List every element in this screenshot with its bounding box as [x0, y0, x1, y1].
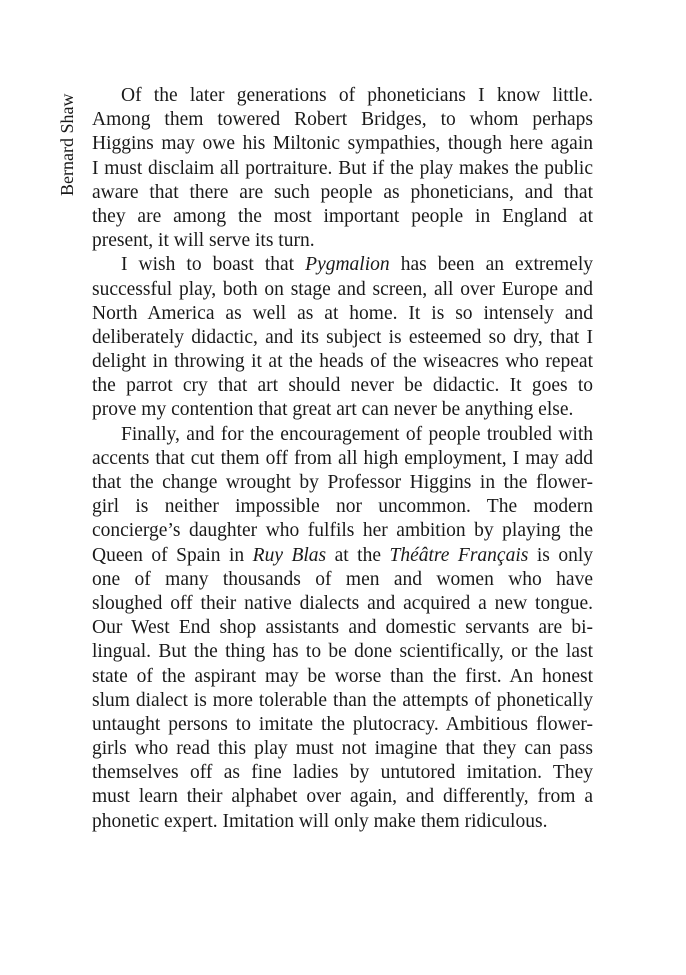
text-line: Of the later generations of phoneticians I know little. [121, 85, 593, 106]
text-line: state of the aspirant may be worse than the first. An honest [92, 665, 593, 687]
text-line [92, 253, 593, 277]
text-line: Higgins may owe his Miltonic sympathies, though here again [92, 133, 593, 155]
text-line: accents that cut them off from all high employment, I may add [92, 447, 593, 469]
text-line: lingual. But the thing has to be done scientifically, or the last [92, 641, 593, 663]
text-line: deliberately didactic, and its subject is esteemed so dry, that I [92, 326, 593, 348]
paragraph [92, 423, 593, 834]
text-run: at the [326, 544, 390, 566]
text-line: successful play, both on stage and screen, all over Europe and [92, 278, 593, 300]
text-line: themselves off as fine ladies by untutored imitation. They [92, 762, 593, 784]
play-title-pygmalion: Pygmalion [305, 254, 390, 276]
paragraph [92, 84, 593, 253]
text-line: girl is neither impossible nor uncommon. The modern [92, 496, 593, 518]
text-line: aware that there are such people as phoneticians, and that [92, 181, 593, 203]
text-line: slum dialect is more tolerable than the attempts of phonetically [92, 689, 593, 711]
text-run: has been an extremely [389, 254, 594, 276]
text-line: untaught persons to imitate the plutocracy. Ambitious flower- [92, 713, 593, 735]
text-line: North America as well as at home. It is so intensely and [92, 302, 593, 324]
text-line: Finally, and for the encouragement of people troubled with [121, 423, 593, 445]
text-line: phonetic expert. Imitation will only make them ridiculous. [92, 810, 548, 832]
text-line: that the change wrought by Professor Higgins in the flower- [92, 472, 593, 493]
text-line: one of many thousands of men and women who have [92, 568, 593, 590]
text-line: Among them towered Robert Bridges, to whom perhaps [92, 109, 593, 131]
text-run: Queen of Spain in [92, 544, 253, 566]
text-line: the parrot cry that art should never be didactic. It goes to [92, 375, 593, 397]
text-line: sloughed off their native dialects and acquired a new tongue. [92, 592, 593, 614]
text-run: is only [528, 544, 593, 566]
text-line: I must disclaim all portraiture. But if the play makes the public [92, 157, 593, 179]
play-title-ruy-blas: Ruy Blas [252, 544, 327, 566]
running-head-text: Bernard Shaw [57, 93, 77, 196]
text-line: concierge’s daughter who fulfils her ambition by playing the [92, 520, 593, 542]
theatre-name: Théâtre Français [389, 544, 529, 566]
paragraph [92, 253, 593, 422]
text-line: delight in throwing it at the heads of the wiseacres who repeat [92, 351, 593, 373]
text-line: must learn their alphabet over again, and differently, from a [92, 786, 593, 808]
running-head [57, 88, 77, 198]
text-line [92, 544, 593, 568]
text-line: prove my contention that great art can never be anything else. [92, 399, 574, 421]
text-line: Our West End shop assistants and domestic servants are bi- [92, 617, 593, 639]
text-line: present, it will serve its turn. [92, 230, 315, 252]
text-run: I wish to boast that [121, 254, 306, 276]
body-text [92, 84, 593, 834]
text-line: girls who read this play must not imagine that they can pass [92, 738, 593, 760]
text-line: they are among the most important people in England at [92, 205, 593, 227]
